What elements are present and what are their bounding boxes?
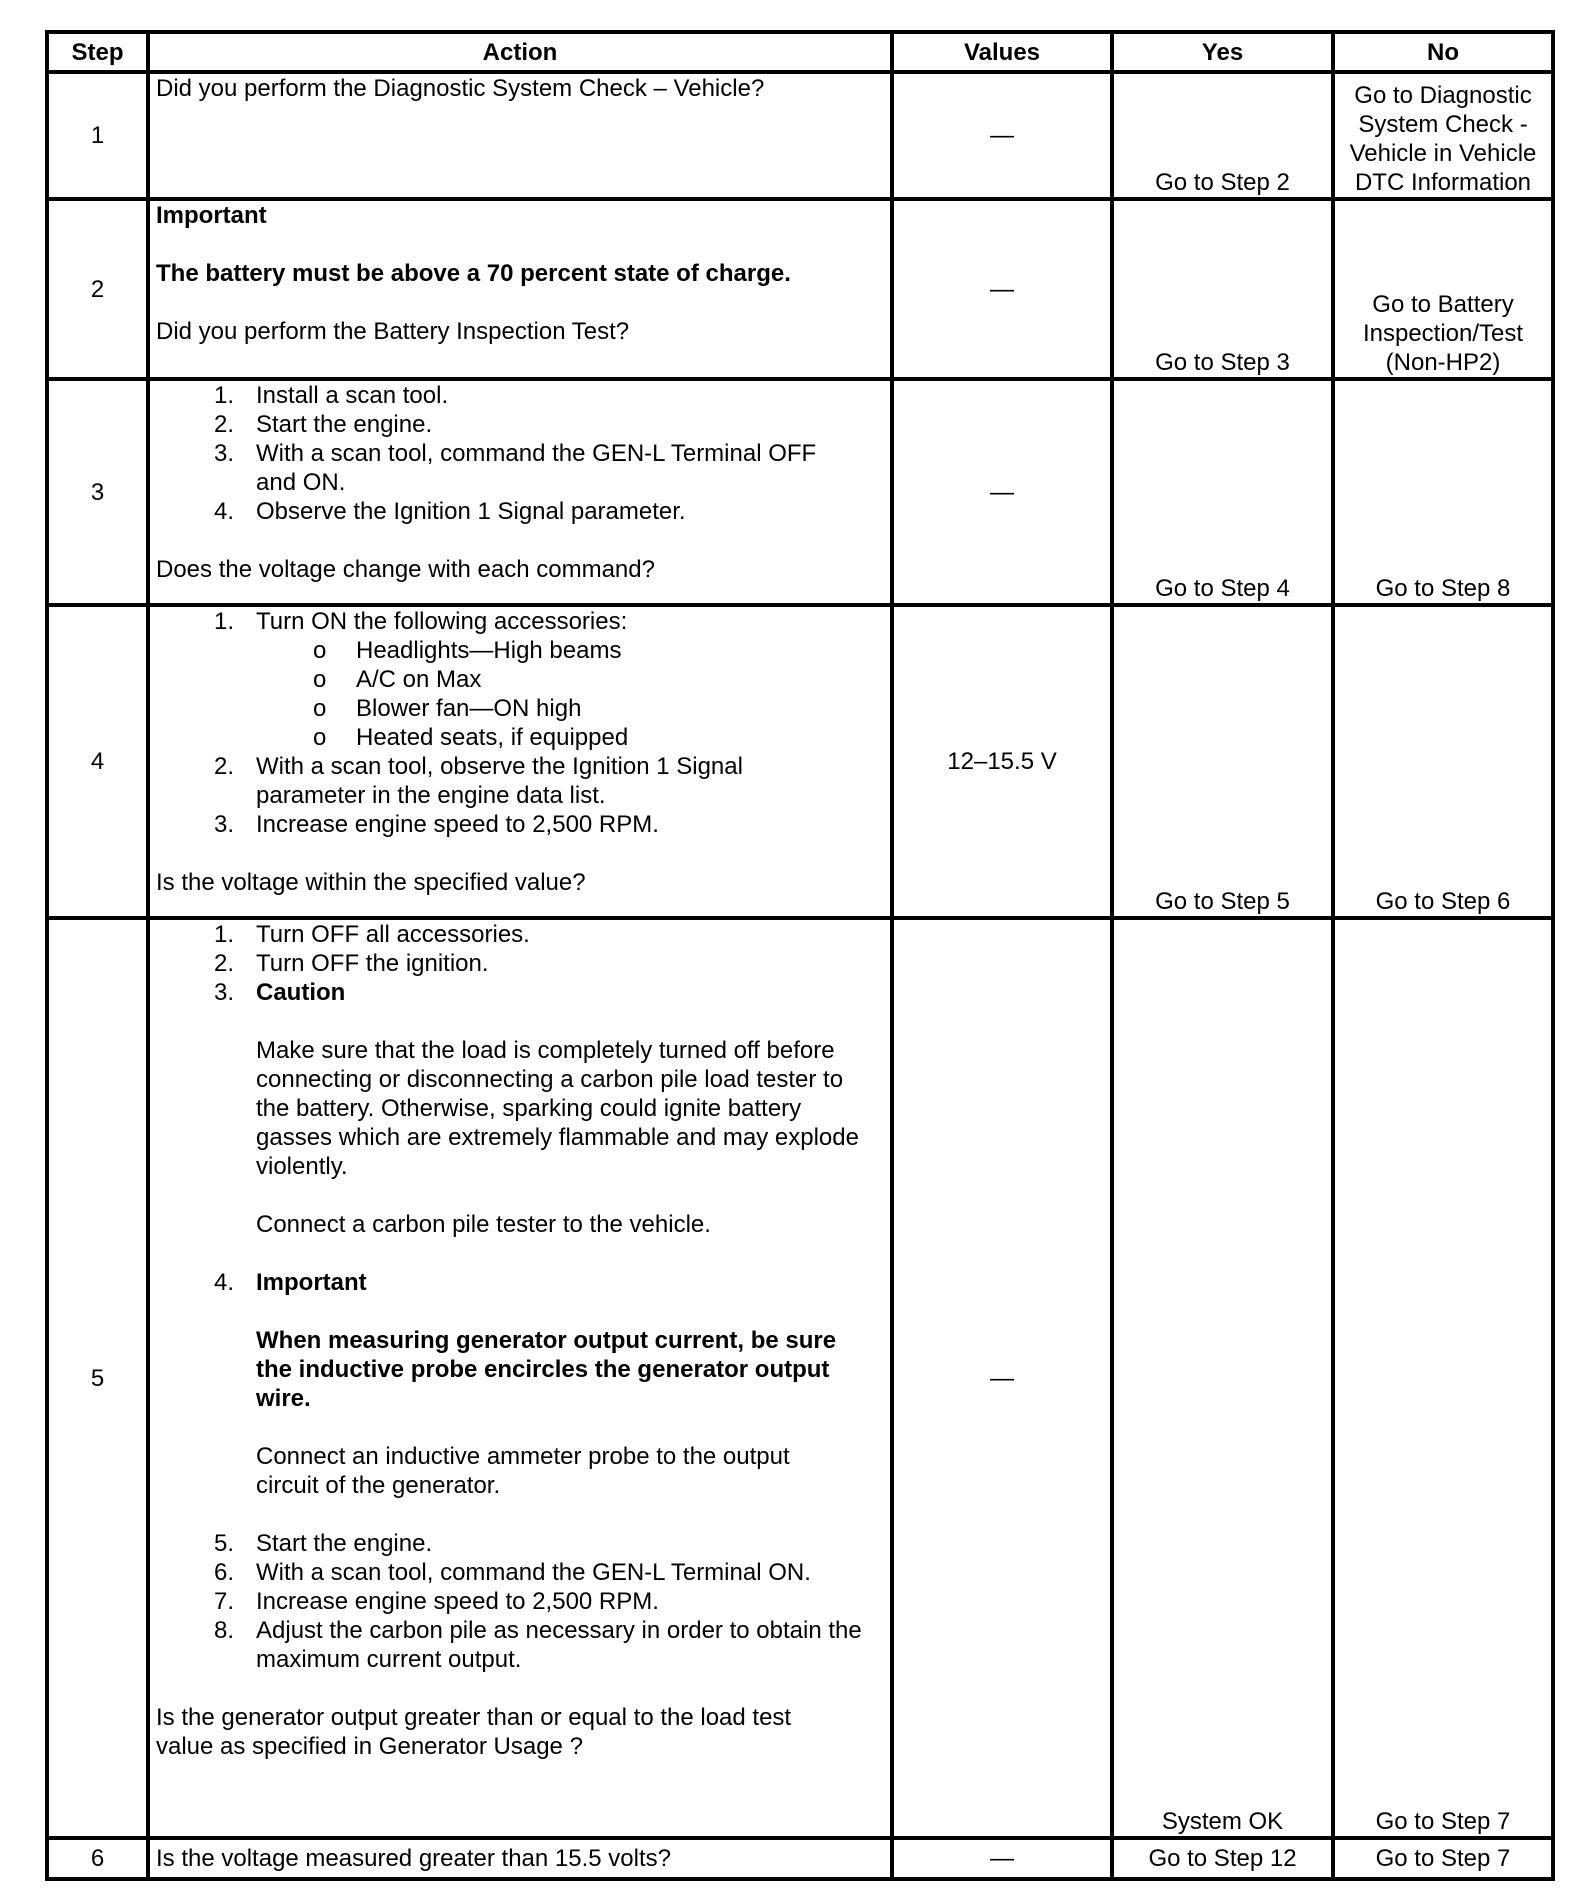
table-row xyxy=(47,379,1553,605)
item-text: With a scan tool, observe the Ignition 1 Signal parameter in the engine data list. xyxy=(256,753,743,809)
yes-cell: System OK xyxy=(1112,918,1333,1838)
header-action: Action xyxy=(148,32,892,72)
list-item xyxy=(156,1268,884,1529)
important-label: Important xyxy=(156,202,267,229)
action-steps xyxy=(156,607,884,839)
sub-item xyxy=(156,723,884,752)
no-cell: Go to Diagnostic System Check - Vehicle in Vehicle DTC Information xyxy=(1333,72,1553,199)
caution-note: Make sure that the load is completely turned off before connecting or disconnecting a carbon pile load tester to the battery. Otherwise, sparking could ignite battery gasses which are extremely flammable and may explode violently. xyxy=(256,1037,859,1180)
list-item xyxy=(156,1587,884,1616)
value-cell: — xyxy=(892,1838,1112,1879)
item-number: 2. xyxy=(213,753,234,780)
list-item xyxy=(156,497,884,526)
item-number: 2. xyxy=(213,950,234,977)
step-number: 2 xyxy=(47,199,148,379)
item-number: 3. xyxy=(213,979,234,1006)
item-text: With a scan tool, command the GEN-L Terminal ON. xyxy=(256,1559,811,1586)
item-number: 4. xyxy=(213,498,234,525)
list-item xyxy=(156,439,884,497)
sub-item xyxy=(156,694,884,723)
sub-item-text: Heated seats, if equipped xyxy=(356,724,629,751)
action-cell xyxy=(148,1838,892,1879)
item-number: 8. xyxy=(213,1617,234,1644)
header-row xyxy=(47,32,1553,72)
action-cell xyxy=(148,605,892,918)
sub-item-text: Headlights—High beams xyxy=(356,637,622,664)
step-number: 4 xyxy=(47,605,148,918)
action-question: Does the voltage change with each command? xyxy=(156,556,655,583)
item-text: Connect an inductive ammeter probe to the output circuit of the generator. xyxy=(256,1443,790,1499)
list-item xyxy=(156,410,884,439)
bullet: o xyxy=(313,724,327,751)
action-question: Is the generator output greater than or equal to the load test value as specified in Generator Usage ? xyxy=(156,1704,792,1760)
step-number: 6 xyxy=(47,1838,148,1879)
list-item xyxy=(156,607,884,752)
no-cell: Go to Step 6 xyxy=(1333,605,1553,918)
list-item xyxy=(156,1558,884,1587)
accessory-list xyxy=(256,636,884,752)
item-text: Install a scan tool. xyxy=(256,382,449,409)
item-number: 5. xyxy=(213,1530,234,1557)
item-text: Start the engine. xyxy=(256,411,433,438)
bullet: o xyxy=(313,695,327,722)
no-cell: Go to Step 8 xyxy=(1333,379,1553,605)
important-label: Important xyxy=(256,1269,367,1296)
table-row xyxy=(47,72,1553,199)
no-cell: Go to Step 7 xyxy=(1333,918,1553,1838)
header-no: No xyxy=(1333,32,1553,72)
list-item xyxy=(156,978,884,1268)
action-question: Did you perform the Battery Inspection Test? xyxy=(156,318,630,345)
list-item xyxy=(156,949,884,978)
action-cell xyxy=(148,379,892,605)
sub-item xyxy=(156,636,884,665)
bullet: o xyxy=(313,666,327,693)
diagnostic-table xyxy=(45,30,1555,1881)
action-steps xyxy=(156,381,884,526)
item-number: 3. xyxy=(213,440,234,467)
action-cell xyxy=(148,72,892,199)
header-values: Values xyxy=(892,32,1112,72)
table-row xyxy=(47,918,1553,1838)
action-question: Did you perform the Diagnostic System Check – Vehicle? xyxy=(156,75,765,102)
value-cell: — xyxy=(892,379,1112,605)
item-text: Turn ON the following accessories: xyxy=(256,608,628,635)
bullet: o xyxy=(313,637,327,664)
item-text: Turn OFF all accessories. xyxy=(256,921,530,948)
yes-cell: Go to Step 12 xyxy=(1112,1838,1333,1879)
item-text: Increase engine speed to 2,500 RPM. xyxy=(256,1588,659,1615)
action-question: Is the voltage measured greater than 15.5 volts? xyxy=(156,1845,671,1872)
action-question: Is the voltage within the specified value? xyxy=(156,869,586,896)
action-steps xyxy=(156,920,884,1674)
item-text: Observe the Ignition 1 Signal parameter. xyxy=(256,498,686,525)
list-item xyxy=(156,1529,884,1558)
step-number: 5 xyxy=(47,918,148,1838)
item-text: Start the engine. xyxy=(256,1530,433,1557)
list-item xyxy=(156,752,884,810)
yes-cell: Go to Step 3 xyxy=(1112,199,1333,379)
important-note: When measuring generator output current, be sure the inductive probe encircles the generator output wire. xyxy=(256,1327,837,1412)
sub-item xyxy=(156,665,884,694)
item-text: With a scan tool, command the GEN-L Terminal OFF and ON. xyxy=(256,440,817,496)
value-cell: — xyxy=(892,918,1112,1838)
table-row xyxy=(47,1838,1553,1879)
list-item xyxy=(156,920,884,949)
step-number: 1 xyxy=(47,72,148,199)
value-cell: — xyxy=(892,72,1112,199)
item-number: 1. xyxy=(213,608,234,635)
step-number: 3 xyxy=(47,379,148,605)
value-cell: — xyxy=(892,199,1112,379)
yes-cell: Go to Step 2 xyxy=(1112,72,1333,199)
caution-label: Caution xyxy=(256,979,346,1006)
no-cell: Go to Step 7 xyxy=(1333,1838,1553,1879)
item-number: 2. xyxy=(213,411,234,438)
item-number: 1. xyxy=(213,382,234,409)
header-yes: Yes xyxy=(1112,32,1333,72)
list-item xyxy=(156,810,884,839)
item-number: 6. xyxy=(213,1559,234,1586)
yes-cell: Go to Step 5 xyxy=(1112,605,1333,918)
value-cell: 12–15.5 V xyxy=(892,605,1112,918)
no-cell: Go to Battery Inspection/Test (Non-HP2) xyxy=(1333,199,1553,379)
item-text: Increase engine speed to 2,500 RPM. xyxy=(256,811,659,838)
action-cell xyxy=(148,199,892,379)
yes-cell: Go to Step 4 xyxy=(1112,379,1333,605)
sub-item-text: A/C on Max xyxy=(356,666,482,693)
item-text: Connect a carbon pile tester to the vehicle. xyxy=(256,1211,711,1238)
item-text: Adjust the carbon pile as necessary in order to obtain the maximum current output. xyxy=(256,1617,862,1673)
item-number: 1. xyxy=(213,921,234,948)
sub-item-text: Blower fan—ON high xyxy=(356,695,582,722)
list-item xyxy=(156,1616,884,1674)
action-cell xyxy=(148,918,892,1838)
item-number: 4. xyxy=(213,1269,234,1296)
important-note: The battery must be above a 70 percent state of charge. xyxy=(156,260,791,287)
table-row xyxy=(47,605,1553,918)
list-item xyxy=(156,381,884,410)
item-text: Turn OFF the ignition. xyxy=(256,950,489,977)
item-number: 7. xyxy=(213,1588,234,1615)
item-number: 3. xyxy=(213,811,234,838)
header-step: Step xyxy=(47,32,148,72)
table-row xyxy=(47,199,1553,379)
